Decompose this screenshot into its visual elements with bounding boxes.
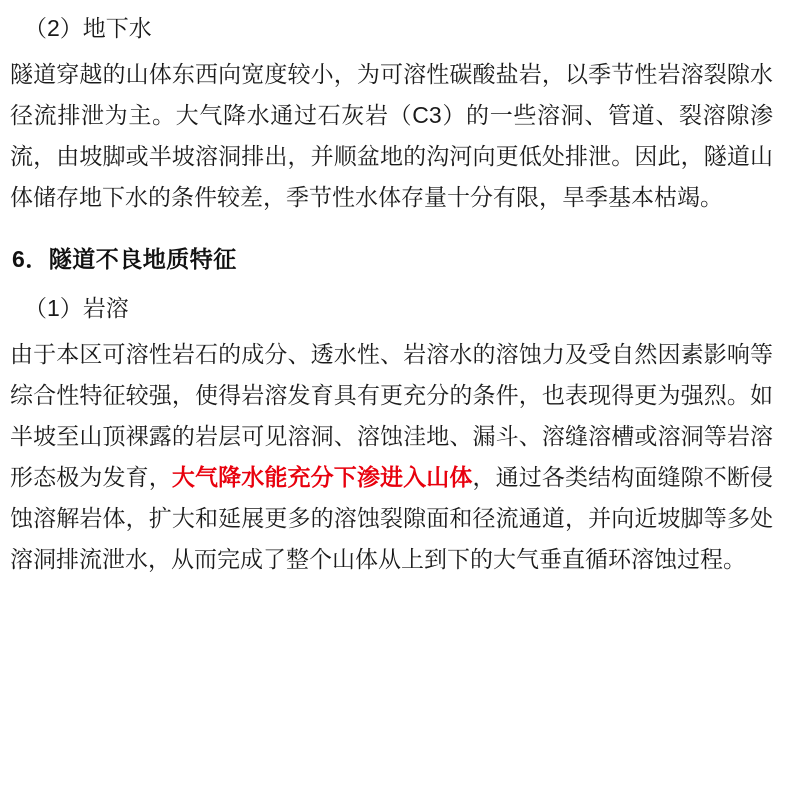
- karst-run-3: ，通过各类结构面缝隙不断侵蚀溶解岩体，扩大和延展更多的溶蚀裂隙面和径流通道，并向近坡脚等多处溶洞排流泄水，从而完成了整个山体从上到下的大气垂直循环溶蚀过程。: [10, 464, 773, 572]
- section-heading-bad-geology: 6．隧道不良地质特征: [12, 246, 237, 272]
- karst-run-1: 由于本区可溶性岩石的成分、透水性、岩溶水的溶蚀力及受自然因素影响等综合性特征较强，使得岩溶发育具有更充分的条件，也表现得更为强烈。如半坡至山顶裸露的岩层可见溶洞、溶蚀洼地、漏斗、溶缝溶槽或溶洞等岩溶形态极为发育，: [10, 341, 773, 490]
- paragraph-karst: [10, 334, 773, 580]
- section-heading-karst: （1）岩溶: [24, 295, 129, 321]
- karst-highlight-phrase: 大气降水能充分下渗进入山体: [171, 464, 473, 490]
- section-heading-groundwater: （2）地下水: [24, 15, 152, 41]
- paragraph-groundwater: 隧道穿越的山体东西向宽度较小，为可溶性碳酸盐岩，以季节性岩溶裂隙水径流排泄为主。大气降水通过石灰岩（C3）的一些溶洞、管道、裂溶隙渗流，由坡脚或半坡溶洞排出，并顺盆地的沟河向更低处排泄。因此，隧道山体储存地下水的条件较差，季节性水体存量十分有限，旱季基本枯竭。: [10, 61, 773, 210]
